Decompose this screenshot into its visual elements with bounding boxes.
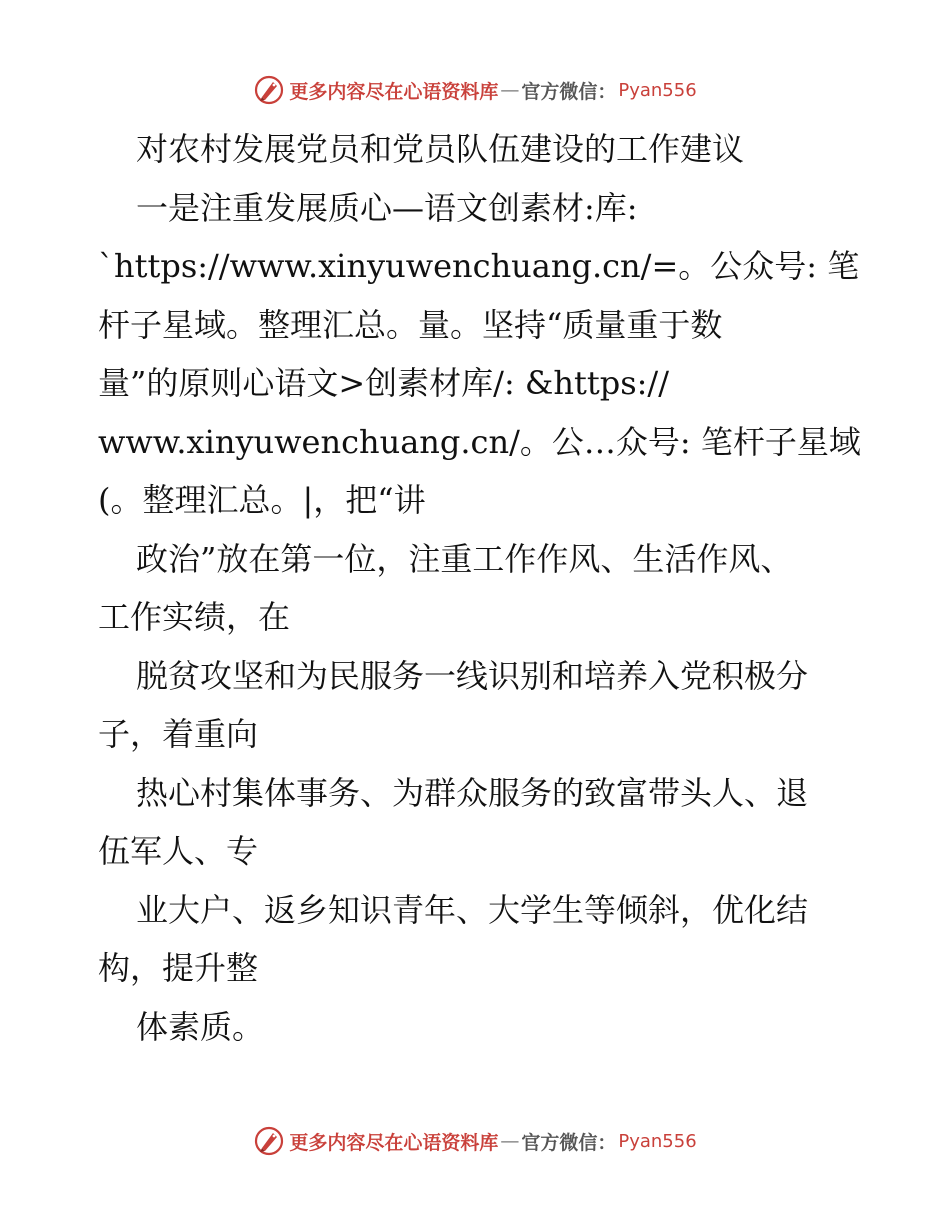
paragraph-line: 伍军人、专 (98, 832, 259, 870)
footer-banner (0, 1121, 950, 1161)
paragraph-line: 体素质。 (136, 1007, 265, 1046)
paragraph-line: 业大户、返乡知识青年、大学生等倾斜，优化结 (136, 890, 809, 929)
pen-nib-icon (253, 74, 285, 106)
banner-official-label: 官方微信： (521, 80, 617, 103)
paragraph-line: 政治”放在第一位，注重工作作风、生活作风、 (136, 539, 793, 578)
paragraph-line: (。整理汇总。|，把“讲 (98, 481, 426, 519)
paragraph-line: 量”的原则心语文>创素材库/: &https:// (98, 364, 669, 402)
paragraph-line: 一是注重发展质心—语文创素材:库: (136, 188, 638, 227)
paragraph-line: 构，提升整 (98, 949, 259, 987)
banner-wechat-id: Pyan556 (618, 1130, 697, 1152)
paragraph-line: 子，着重向 (98, 715, 259, 753)
paragraph-line: 工作实绩，在 (98, 598, 291, 636)
document-title: 对农村发展党员和党员队伍建设的工作建议 (136, 130, 745, 168)
document-body (98, 120, 861, 1056)
paragraph-line: 杆子星域。整理汇总。量。坚持“质量重于数 (98, 305, 723, 344)
banner-official-label: 官方微信： (521, 1131, 617, 1154)
paragraph-line: www.xinyuwenchuang.cn/。公…众号: 笔杆子星域 (98, 422, 861, 461)
paragraph-line: 脱贫攻坚和为民服务一线识别和培养入党积极分 (136, 656, 809, 695)
paragraph-line: 热心村集体事务、为群众服务的致富带头人、退 (136, 773, 809, 812)
paragraph-line: `https://www.xinyuwenchuang.cn/=。公众号: 笔 (98, 247, 860, 285)
banner-main-text: 更多内容尽在心语资料库 (289, 1131, 499, 1154)
banner-wechat-id: Pyan556 (618, 79, 697, 101)
header-banner (0, 70, 950, 110)
pen-nib-icon (253, 1125, 285, 1157)
banner-main-text: 更多内容尽在心语资料库 (289, 80, 499, 103)
banner-dash: — (500, 1130, 520, 1152)
banner-dash: — (500, 79, 520, 101)
